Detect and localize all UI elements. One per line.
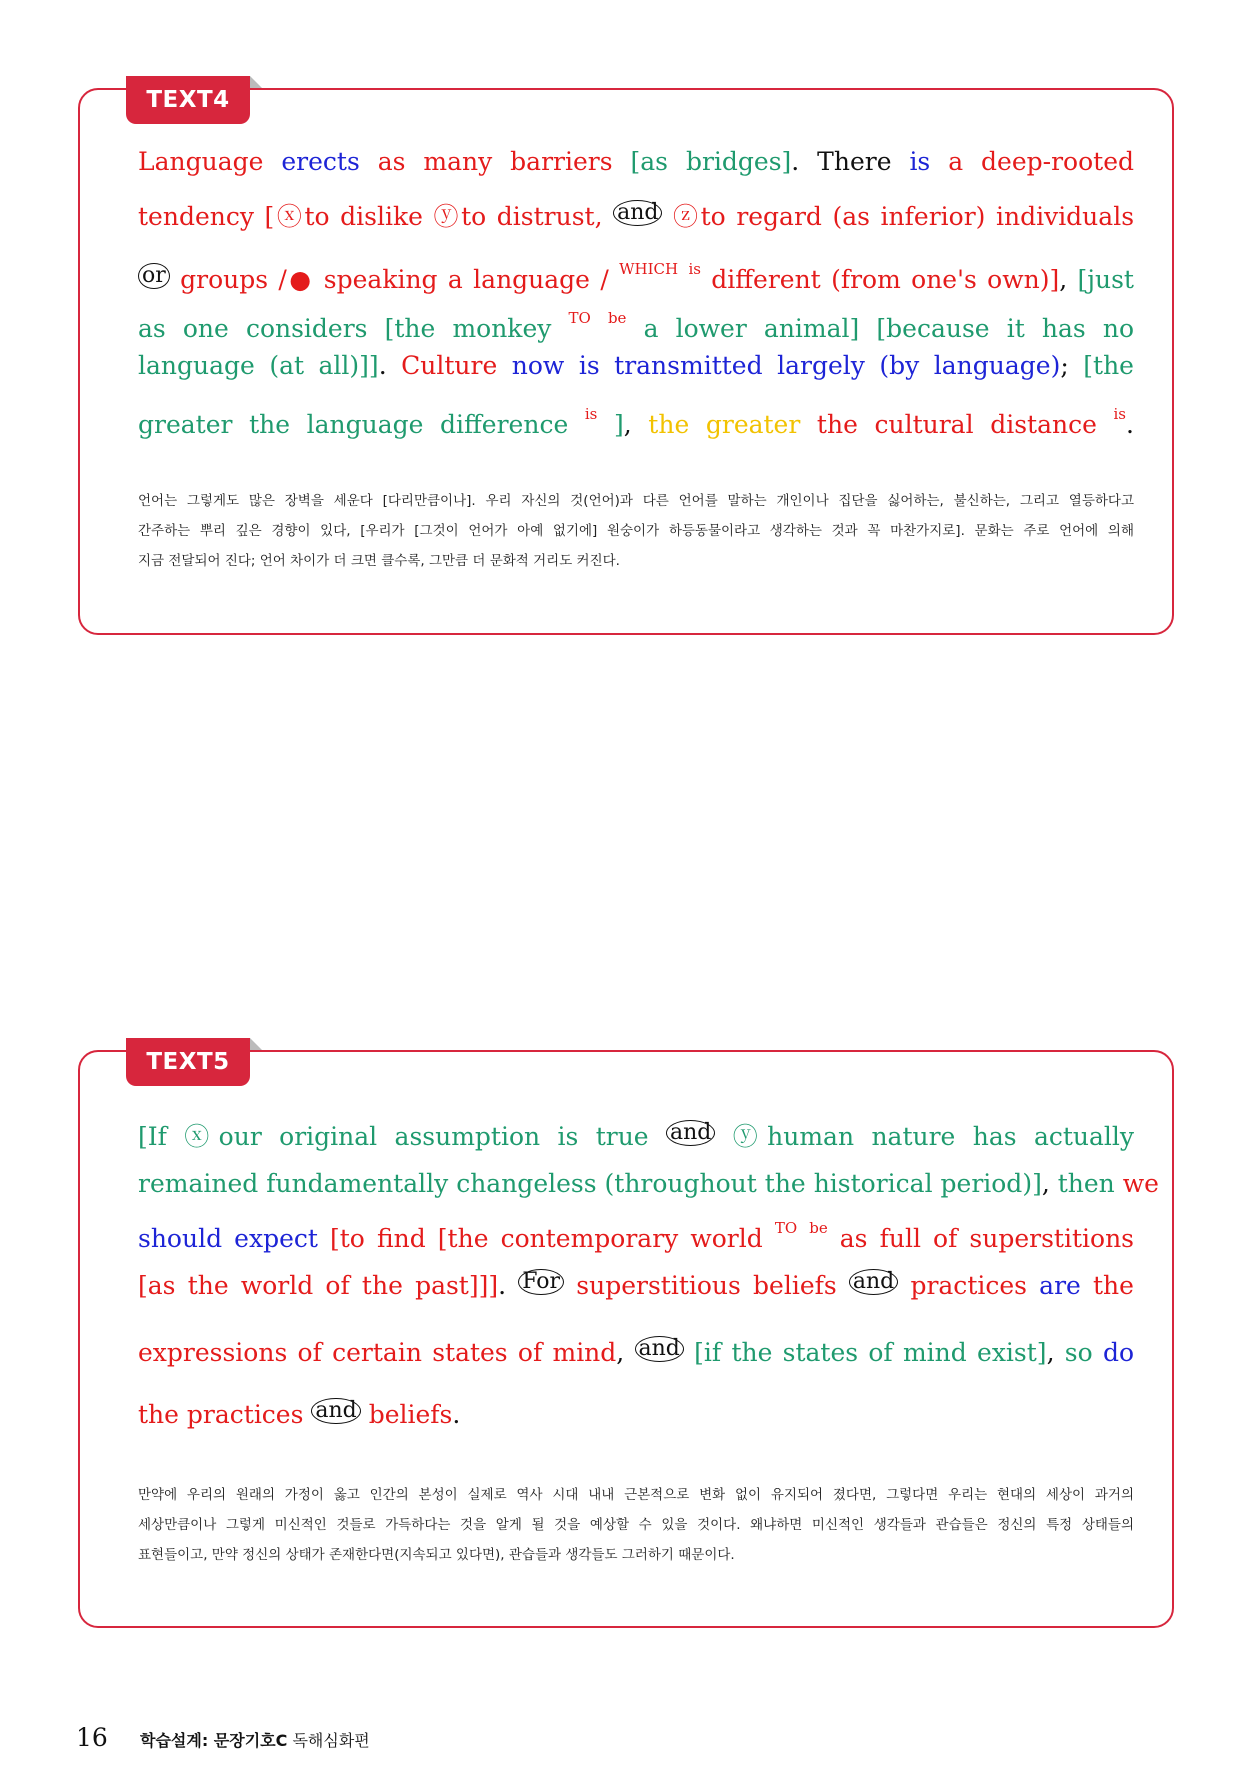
- word: period)]: [940, 1169, 1042, 1198]
- word: speaking: [323, 265, 438, 294]
- word: [just: [1077, 265, 1134, 294]
- text4-english: [138, 134, 1134, 438]
- word: expect: [234, 1224, 318, 1253]
- word: is: [578, 351, 600, 380]
- text5-line-5: [138, 1322, 1134, 1384]
- word: mind: [902, 1338, 967, 1367]
- word: of: [325, 1271, 350, 1300]
- word: many: [423, 147, 493, 176]
- word: the: [1093, 1271, 1134, 1300]
- footer-bold-title: 학습설계: 문장기호C: [140, 1731, 288, 1750]
- word: should: [138, 1224, 223, 1253]
- word: historical: [813, 1169, 933, 1198]
- word: actually: [1033, 1122, 1135, 1151]
- word: nature: [871, 1122, 956, 1151]
- word: considers: [245, 314, 368, 343]
- word: bridges]: [685, 147, 792, 176]
- word: all)]]: [318, 351, 379, 380]
- text5-korean-line-1: 만약에 우리의 원래의 가정이 옳고 인간의 본성이 실제로 역사 시대 내내 근본적으로 변화 없이 유지되어 졌다면, 그렇다면 우리는 현대의 세상이 과거의: [138, 1487, 1134, 1503]
- word: we: [1122, 1169, 1159, 1198]
- word: ⓨto: [433, 202, 487, 231]
- word: the: [187, 1271, 229, 1300]
- word: so: [1064, 1338, 1093, 1367]
- word: it: [1006, 314, 1025, 343]
- word: .: [378, 351, 387, 380]
- text5-line-3: [138, 1206, 1134, 1253]
- word: beliefs: [753, 1271, 837, 1300]
- text5-korean-line-3: 표현들이고, 만약 정신의 상태가 존재한다면(지속되고 있다면), 관습들과 생각들도 그러하기 때문이다.: [138, 1547, 735, 1563]
- word: [because: [876, 314, 990, 343]
- circled-conjunction: or: [138, 263, 170, 289]
- word: ]: [613, 410, 624, 439]
- word: the: [249, 410, 291, 439]
- text5-box: [78, 1050, 1174, 1628]
- word: world: [240, 1271, 314, 1300]
- word: transmitted: [614, 351, 763, 380]
- word: Culture: [401, 351, 498, 380]
- word: [the: [384, 314, 436, 343]
- word: of: [933, 1224, 958, 1253]
- word: changeless: [456, 1169, 597, 1198]
- word: past]]]: [415, 1271, 499, 1300]
- word: beliefs: [368, 1400, 453, 1429]
- word: (at: [269, 351, 305, 380]
- word: ⓧour: [184, 1122, 262, 1151]
- text5-english: [138, 1112, 1159, 1446]
- text4-korean-line-2: 간주하는 뿌리 깊은 경향이 있다, [우리가 [그것이 언어가 아예 없기에] 원숭이가 하등동물이라고 생각하는 것과 꼭 마찬가지로]. 문화는 주로 언어에 의해: [138, 523, 1134, 539]
- annotation-superscript: WHICH: [619, 260, 679, 278]
- word: is: [557, 1122, 579, 1151]
- word: (by: [879, 351, 920, 380]
- word: language): [933, 351, 1061, 380]
- word: exist]: [977, 1338, 1047, 1367]
- word: tendency: [138, 202, 254, 231]
- text5-korean: [138, 1480, 1134, 1570]
- word: assumption: [394, 1122, 541, 1151]
- word: remained: [138, 1169, 259, 1198]
- word: has: [1041, 314, 1086, 343]
- word: the: [138, 1400, 179, 1429]
- text5-line-6: [138, 1384, 1134, 1446]
- word: ⓩto: [673, 202, 726, 231]
- word: as: [839, 1224, 868, 1253]
- word: (from: [831, 265, 901, 294]
- word: a: [643, 314, 659, 343]
- text5-tag: TEXT5: [126, 1038, 250, 1086]
- word: one's: [911, 265, 977, 294]
- word: one: [182, 314, 229, 343]
- word: of: [517, 1338, 543, 1367]
- word: the: [764, 1169, 806, 1198]
- word: contemporary: [500, 1224, 679, 1253]
- word: the: [816, 410, 858, 439]
- word: different: [711, 265, 821, 294]
- word: find: [376, 1224, 426, 1253]
- word: .: [1126, 410, 1134, 439]
- word: as: [138, 314, 166, 343]
- word: full: [879, 1224, 921, 1253]
- word: ;: [1060, 351, 1069, 380]
- word: groups: [180, 265, 269, 294]
- word: [if: [694, 1338, 722, 1367]
- text4-tag: TEXT4: [126, 76, 250, 124]
- page-number: 16: [76, 1723, 108, 1752]
- text5-line-4: [138, 1250, 1134, 1322]
- word: a: [447, 265, 463, 294]
- text4-line-5: [138, 342, 1134, 390]
- word: dislike: [340, 202, 423, 231]
- word: ,: [1046, 1338, 1055, 1367]
- word: practices: [186, 1400, 304, 1429]
- word: deep-rooted: [981, 147, 1134, 176]
- word: no: [1102, 314, 1135, 343]
- word: do: [1102, 1338, 1134, 1367]
- word: of: [868, 1338, 893, 1367]
- word: (as: [832, 202, 870, 231]
- annotation-superscript: TO: [774, 1219, 798, 1237]
- text5-line-2: [138, 1162, 1159, 1206]
- word: states: [432, 1338, 508, 1367]
- text4-line-1: [138, 134, 1134, 190]
- word: of: [297, 1338, 322, 1367]
- circled-conjunction: and: [311, 1398, 360, 1424]
- text5-korean-line-2: 세상만큼이나 그렇게 미신적인 것들로 가득하다는 것을 알게 될 것을 예상할 수 있을 것이다. 왜냐하면 미신적인 생각들과 관습들은 정신의 특정 상태들의: [138, 1517, 1134, 1533]
- word: the: [361, 1271, 403, 1300]
- word: language: [138, 351, 255, 380]
- text4-korean-line-3: 지금 전달되어 진다; 언어 차이가 더 크면 클수록, 그만큼 더 문화적 거리도 커진다.: [138, 553, 620, 569]
- text4-line-3: [138, 244, 1134, 294]
- word: [the: [437, 1224, 489, 1253]
- word: ,: [1041, 1169, 1050, 1198]
- word: cultural: [874, 410, 974, 439]
- word: ,: [1059, 265, 1068, 294]
- text4-box: [78, 88, 1174, 635]
- annotation-superscript: be: [607, 309, 627, 327]
- word: states: [782, 1338, 859, 1367]
- word: world: [690, 1224, 763, 1253]
- word: superstitious: [576, 1271, 741, 1300]
- word: .: [498, 1271, 507, 1300]
- word: now: [511, 351, 565, 380]
- word: Language: [138, 147, 264, 176]
- word: true: [595, 1122, 649, 1151]
- word: superstitions: [969, 1224, 1134, 1253]
- word: ⓨhuman: [732, 1122, 855, 1151]
- text4-line-2: [138, 190, 1134, 244]
- word: [as: [138, 1271, 176, 1300]
- word: regard: [736, 202, 822, 231]
- word: a: [948, 147, 964, 176]
- text4-line-4: [138, 294, 1134, 342]
- word: distrust,: [496, 202, 603, 231]
- text5-line-1: [138, 1112, 1134, 1162]
- text4-korean: [138, 486, 1134, 576]
- footer-subtitle: 독해심화편: [292, 1731, 370, 1750]
- word: (throughout: [604, 1169, 757, 1198]
- word: monkey: [452, 314, 552, 343]
- word: own)]: [987, 265, 1060, 294]
- word: expressions: [138, 1338, 288, 1367]
- footer-title: [140, 1728, 370, 1751]
- annotation-superscript: be: [809, 1219, 828, 1237]
- word: ,: [623, 410, 632, 439]
- word: lower: [675, 314, 747, 343]
- word: original: [279, 1122, 378, 1151]
- word: /●: [278, 265, 314, 294]
- word: greater: [138, 410, 233, 439]
- word: as: [377, 147, 406, 176]
- circled-conjunction: and: [666, 1120, 715, 1146]
- circled-conjunction: and: [613, 200, 662, 226]
- word: .: [452, 1400, 461, 1429]
- word: largely: [777, 351, 865, 380]
- circled-conjunction: and: [635, 1336, 684, 1362]
- word: fundamentally: [266, 1169, 449, 1198]
- word: [ⓧto: [264, 202, 330, 231]
- word: practices: [910, 1271, 1027, 1300]
- word: ,: [616, 1338, 625, 1367]
- word: [the: [1083, 351, 1134, 380]
- word: distance: [990, 410, 1097, 439]
- word: individuals: [995, 202, 1135, 231]
- annotation-superscript: is: [688, 260, 701, 278]
- word: language: [473, 265, 590, 294]
- word: has: [972, 1122, 1017, 1151]
- word: inferior): [880, 202, 986, 231]
- text4-line-6: [138, 390, 1134, 438]
- word: greater: [705, 410, 801, 439]
- word: is: [909, 147, 931, 176]
- word: erects: [281, 147, 360, 176]
- annotation-superscript: is: [1113, 405, 1126, 423]
- word: the: [731, 1338, 773, 1367]
- word: [to: [330, 1224, 365, 1253]
- circled-conjunction: For: [518, 1269, 564, 1295]
- word: .: [791, 147, 800, 176]
- word: mind: [552, 1338, 617, 1367]
- annotation-superscript: is: [584, 405, 598, 423]
- circled-conjunction: and: [849, 1269, 898, 1295]
- word: the: [648, 410, 690, 439]
- text4-korean-line-1: 언어는 그렇게도 많은 장벽을 세운다 [다리만큼이나]. 우리 자신의 것(언어)과 다른 언어를 말하는 개인이나 집단을 싫어하는, 불신하는, 그리고 열등하다고: [138, 493, 1134, 509]
- word: then: [1057, 1169, 1115, 1198]
- word: [as: [630, 147, 668, 176]
- word: There: [817, 147, 892, 176]
- word: certain: [332, 1338, 422, 1367]
- word: language: [306, 410, 424, 439]
- word: barriers: [510, 147, 613, 176]
- word: [If: [138, 1122, 167, 1151]
- word: difference: [440, 410, 569, 439]
- annotation-superscript: TO: [568, 309, 591, 327]
- word: animal]: [763, 314, 860, 343]
- word: are: [1039, 1271, 1081, 1300]
- word: /: [600, 265, 609, 294]
